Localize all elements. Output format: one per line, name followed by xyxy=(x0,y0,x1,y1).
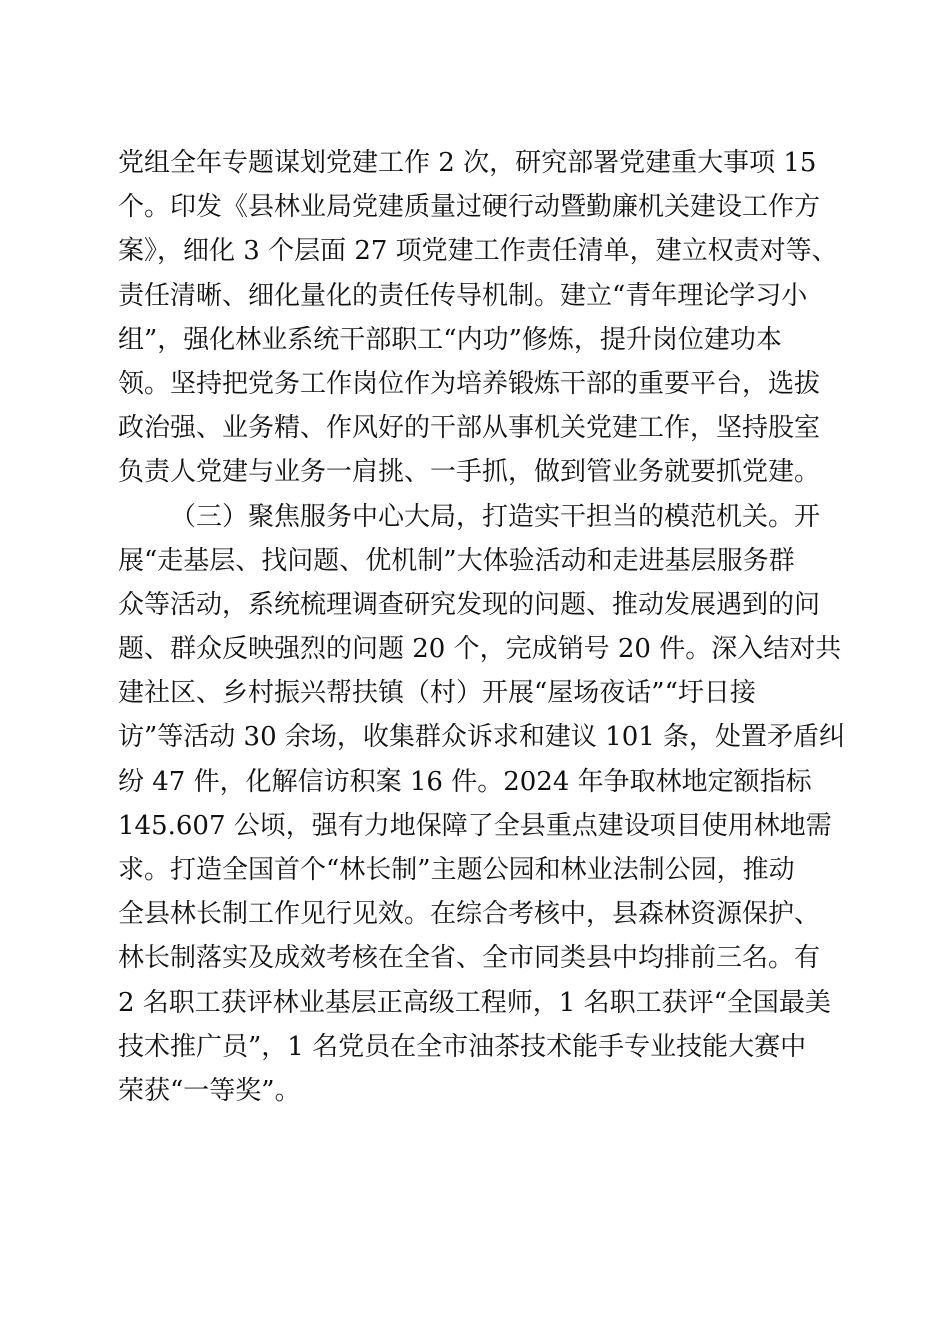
text-line: 政治强、业务精、作风好的干部从事机关党建工作，坚持股室 xyxy=(118,413,821,444)
text-line: 建社区、乡村振兴帮扶镇（村）开展“屋场夜话”“圩日接 xyxy=(118,678,756,709)
text-line: 求。打造全国首个“林长制”主题公园和林业法制公园，推动 xyxy=(118,855,795,885)
text-line: 2 名职工获评林业基层正高级工程师，1 名职工获评“全国最美 xyxy=(118,987,831,1018)
text-line: 组”，强化林业系统干部职工“内功”修炼，提升岗位建功本 xyxy=(118,324,782,355)
text-line: 荣获“一等奖”。 xyxy=(118,1075,301,1106)
text-line: 展“走基层、找问题、优机制”大体验活动和走进基层服务群 xyxy=(118,545,795,576)
text-line: 个。印发《县林业局党建质量过硬行动暨勤廉机关建设工作方 xyxy=(118,192,821,223)
text-line: 领。坚持把党务工作岗位作为培养锻炼干部的重要平台，选拔 xyxy=(118,368,821,399)
text-line: 纷 47 件，化解信访积案 16 件。2024 年争取林地定额指标 xyxy=(118,766,812,797)
text-line: 全县林长制工作见行见效。在综合考核中，县森林资源保护、 xyxy=(118,899,821,930)
text-line: 党组全年专题谋划党建工作 2 次，研究部署党建重大事项 15 xyxy=(118,148,817,178)
text-line: 题、群众反映强烈的问题 20 个，完成销号 20 件。深入结对共 xyxy=(118,634,842,665)
document-body xyxy=(118,141,846,1113)
text-line: 众等活动，系统梳理调查研究发现的问题、推动发展遇到的问 xyxy=(118,589,821,620)
text-line: 145.607 公顷，强有力地保障了全县重点建设项目使用林地需 xyxy=(118,810,832,841)
paragraph-party-building-responsibility xyxy=(118,141,838,495)
section-heading-line: （三）聚焦服务中心大局，打造实干担当的模范机关。开 xyxy=(170,501,821,532)
text-line: 访”等活动 30 余场，收集群众诉求和建议 101 条，处置矛盾纠 xyxy=(118,722,846,753)
text-line: 案》，细化 3 个层面 27 项党建工作责任清单，建立权责对等、 xyxy=(118,236,838,267)
text-line: 林长制落实及成效考核在全省、全市同类县中均排前三名。有 xyxy=(118,943,821,974)
text-line: 技术推广员”，1 名党员在全市油茶技术能手专业技能大赛中 xyxy=(118,1031,807,1062)
text-line: 负责人党建与业务一肩挑、一手抓，做到管业务就要抓党建。 xyxy=(118,457,821,488)
text-line: 责任清晰、细化量化的责任传导机制。建立“青年理论学习小 xyxy=(118,280,808,311)
paragraph-model-agency-service xyxy=(118,495,846,1114)
